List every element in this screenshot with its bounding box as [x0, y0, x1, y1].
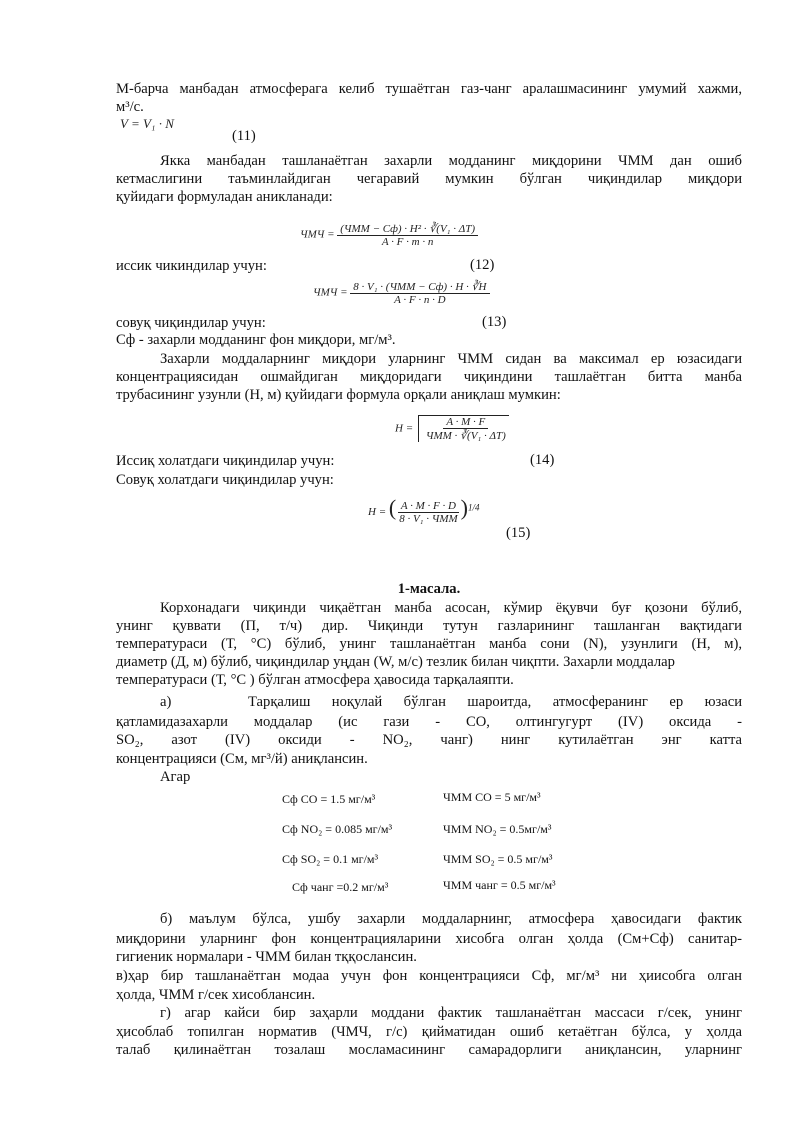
problem-line-2: унинг қуввати (П, т/ч) дир. Чиқинди тутун газларининг ташланган вақтидаги — [116, 618, 742, 634]
formula-14-lhs: H = — [395, 422, 414, 435]
para2-line-1: Захарли моддаларнинг миқдори уларнинг ЧММ сидан ва максимал ер юзасидаги — [160, 351, 742, 367]
formula-15-lhs: H = — [368, 506, 387, 518]
part-a-line-2: қатламидазахарли моддалар (ис гази - СО, олтингугурт (IV) оксида - — [116, 714, 742, 730]
problem-title: 1-масала. — [397, 581, 461, 597]
formula-12-denominator: A · F · m · n — [381, 236, 434, 248]
formula-11: V = V₁ · N — [120, 116, 174, 131]
part-g-line-1: г) агар кайси бир заҳарли моддани фактик ташланаётган массаси г/сек, унинг — [160, 1005, 742, 1021]
cf-so2: Cф SO₂ = 0.1 мг/м³ — [282, 852, 379, 866]
part-b-line-3: гигиеник нормалари - ЧММ билан тққослансин. — [116, 949, 417, 965]
equation-number-12: (12) — [470, 257, 495, 273]
formula-14-numerator: A · M · F — [443, 416, 488, 429]
para1-line-3: қуйидаги формуладан аникланади: — [116, 189, 333, 205]
formula-13-numerator: 8 · V₁ · (ЧММ − Cф) · H · ∛H — [350, 280, 489, 294]
cf-co: Cф CO = 1.5 мг/м³ — [282, 792, 376, 806]
formula-12-numerator: (ЧММ − Cф) · H² · ∛(V₁ · ΔT) — [337, 222, 478, 236]
chmm-so2: ЧММ SO₂ = 0.5 мг/м³ — [443, 852, 553, 866]
problem-line-4: диаметр (Д, м) бўлиб, чиқиндилар уңдан (W, м/с) тезлик билан чиқпти. Захарли моддалар — [116, 654, 675, 670]
formula-12 — [300, 222, 478, 248]
part-g-line-2: ҳисоблаб топилган норматив (ЧМЧ, г/с) қийматидан ошиб кетаётган бўлса, у ҳолда — [116, 1024, 742, 1040]
formula-14 — [395, 415, 509, 442]
part-b-line-2: миқдорини уларнинг фон концентрацияларини хисобга олган ҳолда (См+Сф) санитар- — [116, 931, 742, 947]
equation-number-11: (11) — [232, 128, 256, 144]
part-g-line-3: талаб қилинаётган тозалаш мосламасининг самарадорлиги аниқлансин, уларнинг — [116, 1042, 742, 1058]
problem-line-3: температураси (Т, °С) бўлиб, унинг ташланаётган манба сони (N), узунлиги (H, м), — [116, 636, 742, 652]
part-v-line-2: ҳолда, ЧММ г/сек хисоблансин. — [116, 987, 316, 1003]
formula-13 — [313, 280, 490, 306]
formula-15-exponent: 1/4 — [467, 502, 480, 513]
para2-line-2: концентрациясидан ошмайдиган миқдоридаги чиқиндини ташлаётган битта манба — [116, 369, 742, 385]
chmm-dust: ЧММ чанг = 0.5 мг/м³ — [443, 878, 556, 892]
para2-line-3: трубасининг узунли (H, м) қуйидаги формула орқали аниқлаш мумкин: — [116, 387, 561, 403]
eq14-label: Иссиқ холатдаги чиқиндилар учун: — [116, 453, 335, 469]
part-a-marker: а) — [160, 694, 172, 710]
chmm-no2: ЧММ NO₂ = 0.5мг/м³ — [443, 822, 552, 836]
formula-15: H = ( $\frac{A \cdot M \cdot F \cdot D}{\text{8 · V₁ · ЧММ}}$ )$^{1/4}$ — [368, 495, 480, 525]
agar-label: Агар — [160, 769, 191, 785]
intro-line-2: м³/с. — [116, 99, 144, 115]
formula-15-denominator: 8 · V₁ · ЧММ — [399, 512, 458, 525]
eq15-label: Совуқ холатдаги чиқиндилар учун: — [116, 472, 334, 488]
problem-line-1: Корхонадаги чиқинди чиқаётган манба асосан, кўмир ёқувчи буғ қозони бўлиб, — [160, 600, 742, 616]
chmm-co: ЧММ CO = 5 мг/м³ — [443, 790, 541, 804]
part-a-line-4: концентрацияси (См, мг³/й) аниқлансин. — [116, 751, 368, 767]
problem-line-5: температураси (Т, °С ) бўлган атмосфера ҳавосида тарқалаяпти. — [116, 672, 514, 688]
equation-number-14: (14) — [530, 452, 555, 468]
eq12-label: иссик чикиндилар учун: — [116, 258, 267, 274]
formula-15-numerator: A · M · F · D — [398, 500, 459, 513]
part-a-line-1: Тарқалиш ноқулай бўлган шароитда, атмосферанинг ер юзаси — [248, 694, 742, 710]
cf-definition: Cф - захарли модданинг фон миқдори, мг/м³. — [116, 332, 396, 348]
formula-14-denominator: ЧММ · ∛(V₁ · ΔT) — [425, 430, 506, 442]
formula-12-lhs: ЧМЧ = — [300, 228, 335, 241]
equation-number-13: (13) — [482, 314, 507, 330]
intro-line-1: М-барча манбадан атмосферага келиб тушаётган газ-чанг аралашмасининг умумий хажми, — [116, 81, 742, 97]
part-v-line-1: в)ҳар бир ташланаётган модаа учун фон концентрацияси Сф, мг/м³ ни ҳиисобга олган — [116, 968, 742, 984]
part-a-line-3: SO₂, азот (IV) оксиди - NO₂, чанг) нинг кутилаётган энг катта — [116, 732, 742, 748]
equation-number-15: (15) — [506, 525, 531, 541]
formula-13-lhs: ЧМЧ = — [313, 286, 348, 299]
formula-13-denominator: A · F · n · D — [394, 294, 446, 306]
cf-no2: Cф NO₂ = 0.085 мг/м³ — [282, 822, 393, 836]
eq13-label: совуқ чиқиндилар учун: — [116, 315, 266, 331]
part-b-line-1: б) маълум бўлса, ушбу захарли моддаларнинг, атмосфера ҳавосидаги фактик — [160, 911, 742, 927]
para1-line-1: Якка манбадан ташланаётган захарли модданинг миқдорини ЧММ дан ошиб — [160, 153, 742, 169]
cf-dust: Cф чанг =0.2 мг/м³ — [292, 880, 389, 894]
para1-line-2: кетмаслигини таъминлайдиган чегаравий мумкин бўлган чиқиндилар миқдори — [116, 171, 742, 187]
